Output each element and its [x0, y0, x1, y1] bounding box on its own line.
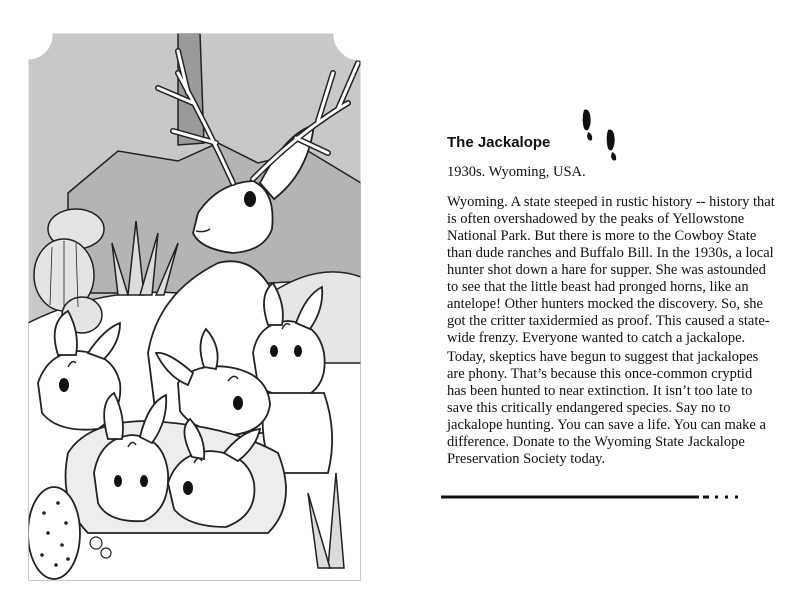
- jackalope-illustration: [28, 33, 361, 581]
- body-paragraph-2: Today, skeptics have begun to suggest that jackalopes are phony. That’s because this once-common cryptid has been hunted to near extinction. It isn’t too late to save this critically endangered species. Say no to jackalope hunting. You can save a life. You can make a difference. Donate to the Wyoming State Jackalope Preservation Society today.: [447, 349, 766, 467]
- body-paragraph-1: Wyoming. A state steeped in rustic history -- history that is often overshadowed by the peaks of Yellowstone National Park. But there is more to the Cowboy State than dude ranches and Buffalo Bill. In the 1930s, a local hunter shot down a hare for supper. She was astounded to see that the little beast had pronged horns, like an antelope! Other hunters mocked the discovery. So, she got the critter taxidermied as proof. This caused a state-wide frenzy. Everyone wanted to catch a jackalope.: [447, 194, 775, 346]
- page-subtitle: 1930s. Wyoming, USA.: [447, 164, 586, 180]
- page-title: The Jackalope: [447, 134, 551, 151]
- hoof-tracks-icon: [578, 108, 626, 164]
- section-divider: [441, 486, 741, 490]
